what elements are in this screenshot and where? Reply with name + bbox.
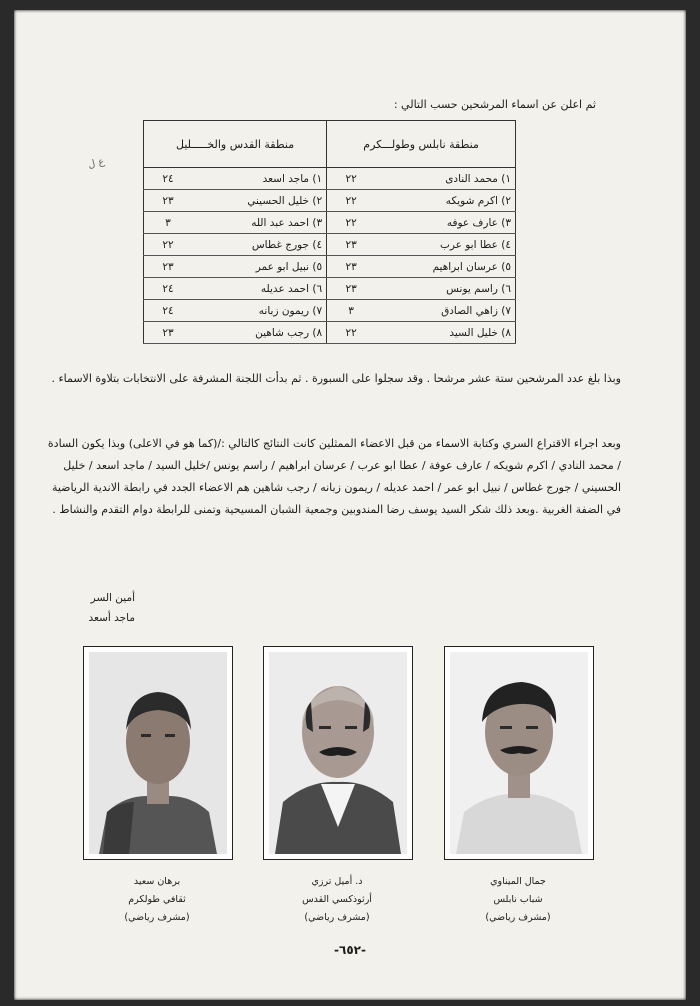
intro-line: ثم اعلن عن اسماء المرشحين حسب التالي :: [393, 98, 596, 111]
page-number: -٦٥٢-: [334, 943, 366, 957]
candidate-name: ٨) خليل السيد: [375, 322, 515, 344]
candidate-name: ٢) خليل الحسيني: [192, 190, 327, 212]
candidate-name: ١) ماجد اسعد: [192, 168, 327, 190]
candidate-name: ٦) راسم يونس: [375, 278, 515, 300]
candidate-name: ٥) عرسان ابراهيم: [375, 256, 515, 278]
paragraph-candidates-count: وبذا بلغ عدد المرشحين ستة عشر مرشحا . وقد سجلوا على السبورة . ثم بدأت اللجنة المشرفة على الانتخابات بتلاوة الاسماء .: [51, 372, 621, 385]
caption-name: د. أميل ترزي: [311, 876, 363, 887]
vote-count: ٢٣: [327, 234, 376, 256]
vote-count: ٢٢: [327, 190, 376, 212]
vote-count: ٢٣: [144, 322, 193, 344]
caption-name: برهان سعيد: [133, 876, 181, 887]
caption-role: (مشرف رياضي): [485, 912, 551, 923]
vote-count: ٢٣: [327, 278, 376, 300]
candidate-name: ٧) ريمون زبانه: [192, 300, 327, 322]
table-row: [144, 212, 516, 234]
caption-role: (مشرف رياضي): [124, 912, 190, 923]
vote-count: ٢٢: [327, 168, 376, 190]
caption-photo-3: [444, 873, 592, 927]
table-row: [144, 256, 516, 278]
caption-photo-1: [83, 873, 231, 927]
candidate-name: ٧) زاهي الصادق: [375, 300, 515, 322]
portrait-man-mustache-suit-icon: [269, 652, 407, 854]
signature-title: أمين السر: [90, 592, 135, 604]
candidate-name: ٣) عارف عوفه: [375, 212, 515, 234]
table-row: [144, 322, 516, 344]
caption-role: (مشرف رياضي): [304, 912, 370, 923]
vote-count: ٢٣: [327, 256, 376, 278]
caption-org: ثقافي طولكرم: [128, 894, 186, 905]
portrait-photo-1: [83, 646, 233, 860]
candidate-name: ٢) اكرم شويكه: [375, 190, 515, 212]
candidate-name: ٤) عطا ابو عرب: [375, 234, 515, 256]
vote-count: ٢٣: [144, 190, 193, 212]
candidates-table: [143, 120, 516, 344]
portrait-man-plaid-shirt-icon: [89, 652, 227, 854]
candidate-name: ٨) رجب شاهين: [192, 322, 327, 344]
portrait-photo-3: [444, 646, 594, 860]
paragraph-results: وبعد اجراء الاقتراع السري وكتابة الاسماء من قبل الاعضاء الممثلين كانت النتائج كالتالي :/(كما هو في الاعلى) وبذا يكون السادة / محمد النادي / اكرم شويكه / عارف عوفة / عطا ابو عرب / عرسان ابراهيم / راسم يونس /خليل السيد / ماجد اسعد / خليل الحسيني / جورج غطاس / نبيل ابو عمر / احمد عديله / ريمون زبانه / رجب شاهين هم الاعضاء الجدد في رابطة الاندية الرياضية في الضفة الغربية .وبعد ذلك شكر السيد يوسف رضا المندوبين وجمعية الشبان المسيحية وتمنى للرابطة دوام التقدم والنشاط .: [47, 437, 621, 516]
candidate-name: ١) محمد النادى: [375, 168, 515, 190]
caption-org: شباب نابلس: [493, 894, 543, 905]
candidate-name: ٥) نبيل ابو عمر: [192, 256, 327, 278]
table-row: [144, 190, 516, 212]
table-row: [144, 168, 516, 190]
candidate-name: ٣) احمد عبد الله: [192, 212, 327, 234]
vote-count: ٢٤: [144, 300, 193, 322]
caption-org: أرثوذكسي القدس: [302, 894, 372, 905]
candidate-name: ٤) جورج غطاس: [192, 234, 327, 256]
table-row: [144, 278, 516, 300]
vote-count: ٢٤: [144, 278, 193, 300]
vote-count: ٣: [327, 300, 376, 322]
caption-name: جمال الميناوي: [490, 876, 546, 887]
table-row: [144, 300, 516, 322]
vote-count: ٢٣: [144, 256, 193, 278]
caption-photo-2: [263, 873, 411, 927]
table-row: [144, 234, 516, 256]
handwritten-margin-note: ع ل: [86, 156, 106, 171]
signature-block: [89, 588, 135, 628]
vote-count: ٢٤: [144, 168, 193, 190]
header-nablus-tulkarm: منطقة نابلس وطولـــكرم: [327, 121, 516, 168]
vote-count: ٢٢: [144, 234, 193, 256]
candidate-name: ٦) احمد عديله: [192, 278, 327, 300]
vote-count: ٣: [144, 212, 193, 234]
portrait-man-mustache-icon: [450, 652, 588, 854]
vote-count: ٢٢: [327, 212, 376, 234]
portrait-photo-2: [263, 646, 413, 860]
vote-count: ٢٢: [327, 322, 376, 344]
signature-name: ماجد أسعد: [88, 612, 135, 624]
header-jerusalem-hebron: منطقة القدس والخـــــليل: [144, 121, 327, 168]
